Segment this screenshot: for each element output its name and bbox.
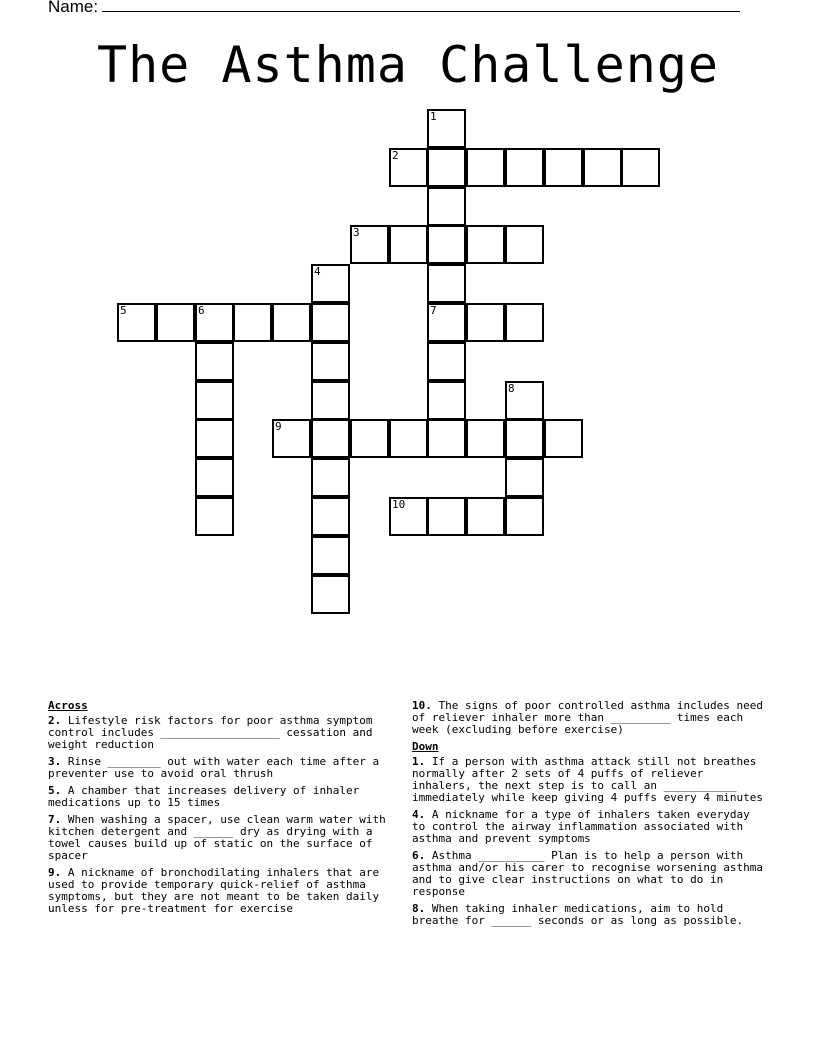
crossword-cell[interactable] — [466, 148, 505, 187]
clue-number-label: 8 — [508, 382, 515, 395]
crossword-cell[interactable] — [311, 458, 350, 497]
across-clue: 10. The signs of poor controlled asthma includes need of reliever inhaler more than _________ times each week (excluding before exercise) — [412, 699, 764, 736]
down-clue: 4. A nickname for a type of inhalers taken everyday to control the airway inflammation associated with asthma and prevent symptoms — [412, 808, 750, 845]
clue-number-label: 1 — [430, 110, 437, 123]
clues-right-column — [412, 700, 767, 932]
crossword-cell[interactable] — [466, 497, 505, 536]
crossword-cell[interactable] — [427, 381, 466, 420]
down-heading: Down — [412, 740, 439, 753]
clue-number-label: 5 — [120, 304, 127, 317]
crossword-cell[interactable] — [156, 303, 195, 342]
crossword-cell[interactable] — [195, 458, 234, 497]
clue-number-label: 2 — [392, 149, 399, 162]
crossword-cell[interactable] — [427, 109, 466, 148]
crossword-cell[interactable] — [505, 381, 544, 420]
crossword-cell[interactable] — [427, 225, 466, 264]
crossword-cell[interactable] — [466, 225, 505, 264]
crossword-cell[interactable] — [505, 303, 544, 342]
crossword-cell[interactable] — [311, 419, 350, 458]
puzzle-title: The Asthma Challenge — [96, 36, 720, 94]
crossword-cell[interactable] — [389, 497, 428, 536]
crossword-cell[interactable] — [195, 381, 234, 420]
crossword-cell[interactable] — [544, 419, 583, 458]
clue-number-label: 10 — [392, 498, 406, 511]
crossword-cell[interactable] — [427, 419, 466, 458]
crossword-cell[interactable] — [311, 381, 350, 420]
crossword-cell[interactable] — [466, 419, 505, 458]
across-clue: 2. Lifestyle risk factors for poor asthma symptom control includes __________________ cessation and weight reduction — [48, 714, 373, 751]
crossword-cell[interactable] — [505, 419, 544, 458]
crossword-cell[interactable] — [389, 419, 428, 458]
name-blank-line[interactable] — [102, 0, 740, 12]
crossword-cell[interactable] — [389, 225, 428, 264]
clue-number-label: 3 — [353, 226, 360, 239]
across-clue: 9. A nickname of bronchodilating inhalers that are used to provide temporary quick-relief of asthma symptoms, but they are not meant to be taken daily unless for pre-treatment for exercise — [48, 866, 380, 915]
crossword-cell[interactable] — [389, 148, 428, 187]
crossword-cell[interactable] — [195, 497, 234, 536]
name-label: Name: — [48, 0, 99, 16]
crossword-cell[interactable] — [311, 342, 350, 381]
crossword-cell[interactable] — [272, 303, 311, 342]
crossword-cell[interactable] — [621, 148, 660, 187]
crossword-cell[interactable] — [505, 458, 544, 497]
crossword-cell[interactable] — [427, 264, 466, 303]
down-clue: 8. When taking inhaler medications, aim to hold breathe for ______ seconds or as long as possible. — [412, 902, 744, 927]
crossword-cell[interactable] — [544, 148, 583, 187]
crossword-cell[interactable] — [350, 419, 389, 458]
crossword-cell[interactable] — [427, 187, 466, 226]
clue-number-label: 7 — [430, 304, 437, 317]
name-line — [48, 0, 740, 17]
crossword-cell[interactable] — [195, 342, 234, 381]
crossword-cell[interactable] — [195, 419, 234, 458]
crossword-cell[interactable] — [505, 148, 544, 187]
crossword-cell[interactable] — [466, 303, 505, 342]
clue-number-label: 9 — [275, 420, 282, 433]
crossword-cell[interactable] — [117, 303, 156, 342]
crossword-cell[interactable] — [427, 148, 466, 187]
crossword-cell[interactable] — [505, 497, 544, 536]
crossword-cell[interactable] — [505, 225, 544, 264]
down-clue: 6. Asthma __________ Plan is to help a person with asthma and/or his carer to recognise worsening asthma and to give clear instructions on what to do in response — [412, 849, 763, 898]
crossword-cell[interactable] — [311, 303, 350, 342]
crossword-cell[interactable] — [311, 575, 350, 614]
crossword-cell[interactable] — [272, 419, 311, 458]
crossword-cell[interactable] — [350, 225, 389, 264]
across-clue: 3. Rinse ________ out with water each time after a preventer use to avoid oral thrush — [48, 755, 380, 780]
crossword-cell[interactable] — [195, 303, 234, 342]
clue-number-label: 4 — [314, 265, 321, 278]
crossword-cell[interactable] — [311, 264, 350, 303]
across-clue: 7. When washing a spacer, use clean warm water with kitchen detergent and ______ dry as drying with a towel causes build up of static on the surface of spacer — [48, 813, 386, 862]
crossword-cell[interactable] — [427, 342, 466, 381]
across-heading: Across — [48, 699, 88, 712]
clues-left-column — [48, 700, 398, 920]
crossword-cell[interactable] — [311, 536, 350, 575]
crossword-cell[interactable] — [233, 303, 272, 342]
across-clue: 5. A chamber that increases delivery of inhaler medications up to 15 times — [48, 784, 360, 809]
crossword-cell[interactable] — [583, 148, 622, 187]
crossword-cell[interactable] — [427, 303, 466, 342]
clue-number-label: 6 — [198, 304, 205, 317]
crossword-cell[interactable] — [311, 497, 350, 536]
down-clue: 1. If a person with asthma attack still not breathes normally after 2 sets of 4 puffs of reliever inhalers, the next step is to call an ___________ immediately while keep giving 4 puffs every 4 minutes — [412, 755, 763, 804]
crossword-cell[interactable] — [427, 497, 466, 536]
